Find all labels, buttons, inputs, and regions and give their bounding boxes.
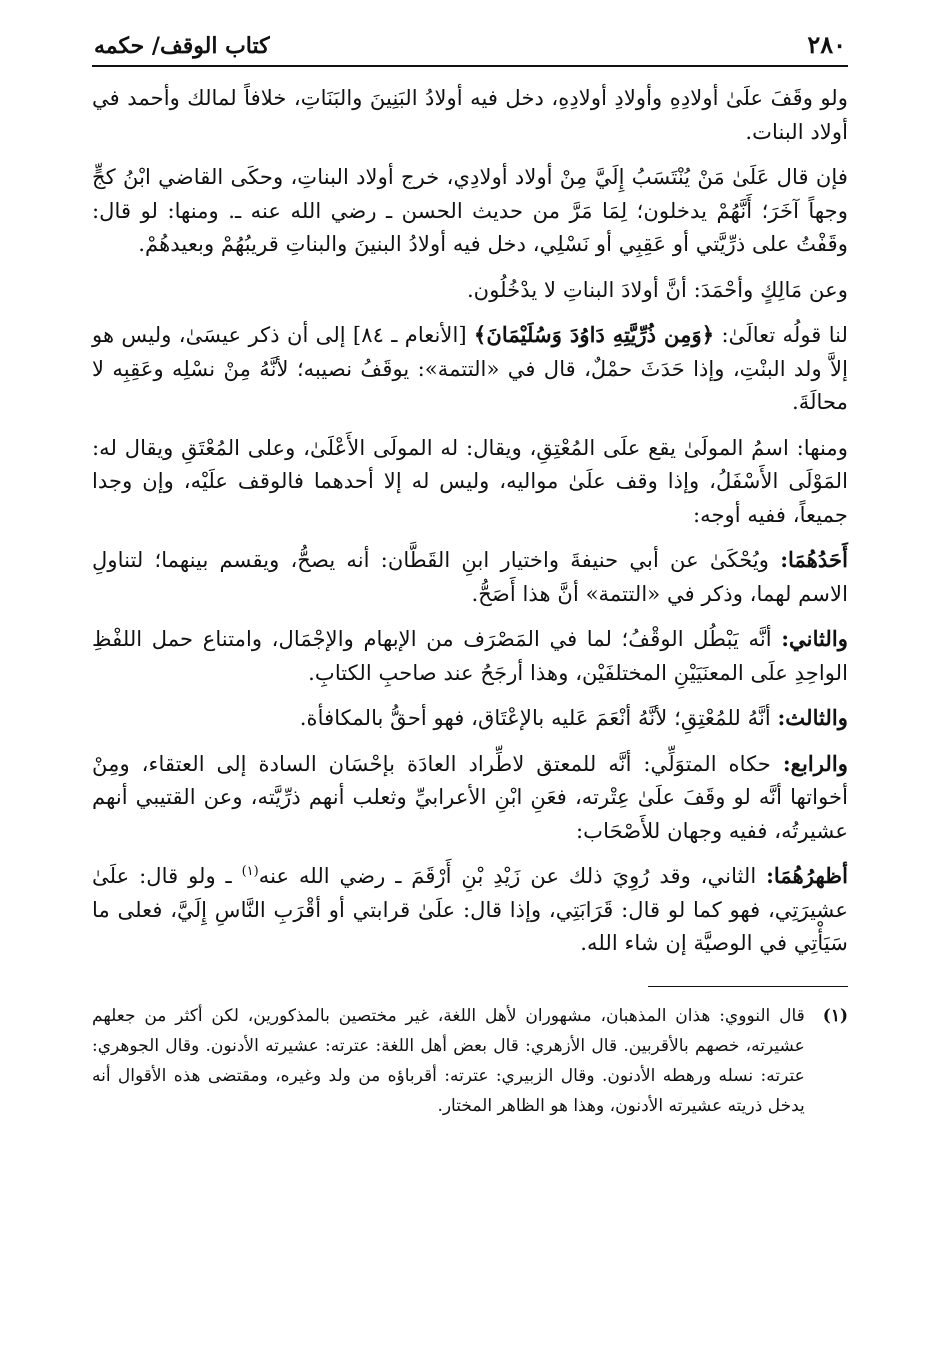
- paragraph-8: [92, 701, 848, 735]
- paragraph-lead: والرابع:: [782, 750, 848, 776]
- page-number: ٢٨٠: [807, 30, 846, 59]
- paragraph-4: [92, 318, 848, 419]
- paragraph-text: [الأنعام ـ ٨٤] إلى أن ذكر عيسَىٰ، وليس هو إلاَّ ولد البنْتِ، وإذا حَدَثَ حمْلٌ، قال في «التتمة»: يوقَفُ نصيبه؛ لأنَّهُ مِنْ نسْلِه وعَقِبِه لا محالَةَ.: [92, 322, 848, 414]
- paragraph-text: ويُحْكَىٰ عن أبي حنيفةَ واختيار ابنِ القَطَّان: أنه يصحُّ، ويقسم بينهما؛ لتناولِ الاسم لهما، وذكر في «التتمة» أنَّ هذا أَصَحُّ.: [92, 547, 848, 606]
- paragraph-text: الثاني، وقد رُوِيَ ذلك عن زَيْدِ بْنِ أَرْقَمَ ـ رضي الله عنه: [258, 863, 767, 888]
- paragraph-lead: أَحَدُهُمَا:: [780, 547, 848, 572]
- footnote-text: قال النووي: هذان المذهبان، مشهوران لأهل اللغة، غير مختصين بالمذكورين، لكن أكثر من جعلهم عشيرته، خصهم بالأقربين. قال الأزهري: قال بعض أهل اللغة: عترته: عشيرته الأدنون. وقال الجوهري: عترته: نسله ورهطه الأدنون. وقال الزبيري: عترته: أقرباؤه من ولد وغيره، ومقتضى هذه الأقوال أنه يدخل ذريته عشيرته الأدنون، وهذا هو الظاهر المختار.: [92, 1005, 805, 1116]
- paragraph-lead: والثاني:: [781, 626, 848, 651]
- paragraph-3: [92, 273, 848, 307]
- footnote-reference[interactable]: (١): [241, 863, 259, 879]
- paragraph-text: لنا قولُه تعالَىٰ:: [714, 322, 849, 347]
- paragraph-5: [92, 431, 848, 532]
- footnote-divider: [648, 986, 848, 987]
- paragraph-text: أنَّه يَبْطُل الوقْفُ؛ لما في المَصْرَف من الإبهام والإجْمَال، وامتناع حمل اللفْظِ الواحِدِ علَى المعنَيَيْنِ المختلفَيْن، وهذا أرجَحُ عند صاحبِ الكتابِ.: [92, 626, 848, 685]
- paragraph-lead: والثالث:: [777, 705, 848, 730]
- paragraph-text: وعن مَالِكٍ وأحْمَدَ: أنَّ أولادَ البناتِ لا يدْخُلُون.: [466, 276, 848, 302]
- paragraph-text: ومنها: اسمُ المولَىٰ يقع علَى المُعْتِقِ، ويقال: له المولَى الأَعْلَىٰ، وعلى المُعْتَقِ ويقال له: المَوْلَى الأَسْفَلُ، وإذا وقف علَىٰ مواليه، وليس له إلا أحدهما فالوقف علَيْه، وإن وجدا جميعاً، ففيه أوجه:: [92, 434, 848, 527]
- main-text: [92, 81, 848, 960]
- paragraph-9: [92, 747, 848, 848]
- paragraph-6: [92, 543, 848, 610]
- paragraph-10: [92, 859, 848, 960]
- paragraph-text: ـ ولو قال: علَىٰ عشيرَتِي، فهو كما لو قال: قَرَابَتِي، وإذا قال: علَىٰ قرابتي أو أقْرَبِ النَّاسِ إِلَيَّ، فعلى ما سَيَأْتِي في الوصيَّة إن شاء الله.: [92, 863, 848, 955]
- running-title: كتاب الوقف/ حكمه: [94, 33, 270, 59]
- quran-verse: ﴿وَمِن ذُرِّيَّتِهِ دَاوُدَ وَسُلَيْمَانَ﴾: [473, 322, 715, 347]
- paragraph-text: فإن قال عَلَىٰ مَنْ يُنْتَسَبُ إِلَيَّ مِنْ أولاد أولادِي، خرج أولاد البناتِ، وحكَى القاضي ابْنُ كجٍّ وجهاً آخَرَ؛ أَنَّهُمْ يدخلون؛ لِمَا مَرَّ من حديث الحسن ـ رضي الله عنه ـ. ومنها: لو قال: وقَفْتُ على ذرِّيَّتي أو عَقِبِي أو نَسْلِي، دخل فيه أولادُ البنينَ والبناتِ قريبُهُمْ وبعيدهُمْ.: [92, 164, 848, 256]
- paragraph-7: [92, 622, 848, 689]
- paragraph-2: [92, 160, 848, 261]
- footnote: [92, 1001, 848, 1121]
- book-page: [92, 30, 848, 1121]
- page-header: [92, 30, 848, 67]
- paragraph-lead: أظهرُهُمَا:: [766, 863, 848, 888]
- paragraph-text: ولو وقَفَ علَىٰ أولادِهِ وأولادِ أولادِهِ، دخل فيه أولادُ البَنِينَ والبَنَاتِ، خلافاً لمالك وأحمد في أولاد البنات.: [92, 85, 848, 144]
- paragraph-text: أنَّهُ للمُعْتِقِ؛ لأنَّهُ أنْعَمَ عَليه بالإعْتَاق، فهو أحقُّ بالمكافأة.: [299, 705, 778, 730]
- paragraph-text: حكاه المتوَلِّي: أنَّه للمعتق لاطِّراد العادَة بإحْسَان السادة إلى العتقاء، ومِنْ أخواتها أنَّه لو وقَفَ علَىٰ عِتْرته، فعَنِ ابْنِ الأعرابيِّ وثعلب أنهم ذرِّيَّته، وعن القتيبي أنهم عشيرتُه، ففيه وجهان للأَصْحَاب:: [92, 750, 848, 843]
- footnote-number: (١): [822, 1005, 848, 1026]
- paragraph-1: [92, 81, 848, 148]
